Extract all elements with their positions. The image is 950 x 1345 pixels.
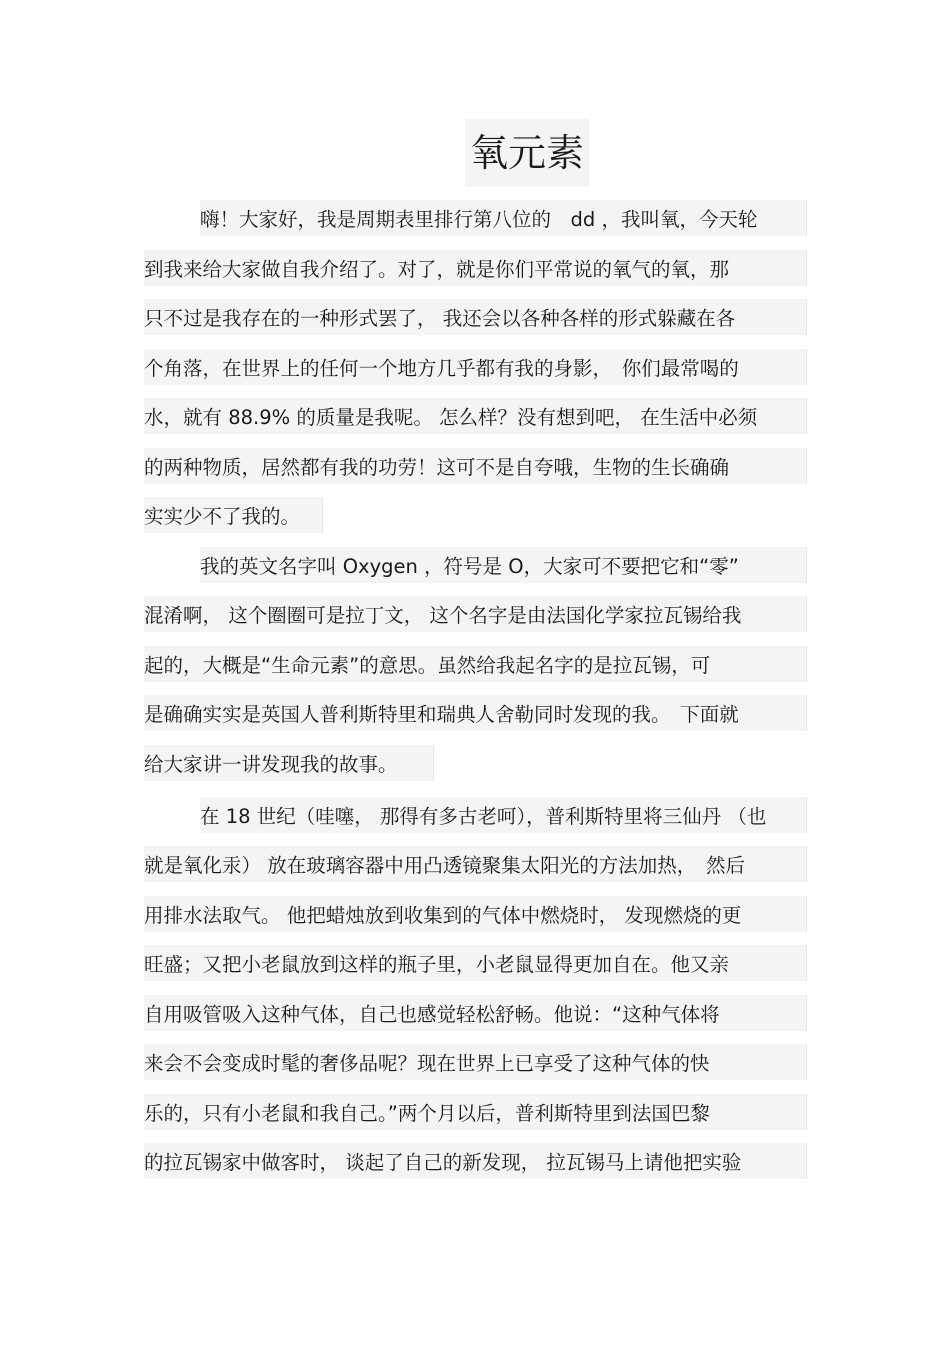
text-line: 来会不会变成时髦的奢侈品呢？现在世界上已享受了这种气体的快: [144, 1044, 807, 1080]
text-line: 实实少不了我的。: [144, 497, 323, 533]
text-line: 到我来给大家做自我介绍了。对了，就是你们平常说的氧气的氧，那: [144, 250, 807, 286]
text-line: 乐的，只有小老鼠和我自己。”两个月以后，普利斯特里到法国巴黎: [144, 1094, 807, 1130]
text-line: 个角落，在世界上的任何一个地方几乎都有我的身影， 你们最常喝的: [144, 349, 807, 385]
text-line: 混淆啊， 这个圈圈可是拉丁文， 这个名字是由法国化学家拉瓦锡给我: [144, 596, 807, 632]
text-line: 起的，大概是“生命元素”的意思。虽然给我起名字的是拉瓦锡，可: [144, 646, 807, 682]
text-line: 用排水法取气。 他把蜡烛放到收集到的气体中燃烧时， 发现燃烧的更: [144, 896, 807, 932]
text-line: 我的英文名字叫 Oxygen ，符号是 O，大家可不要把它和“零”: [200, 547, 807, 583]
text-line: 旺盛；又把小老鼠放到这样的瓶子里，小老鼠显得更加自在。他又亲: [144, 945, 807, 981]
text-line: 在 18 世纪（哇噻， 那得有多古老呵），普利斯特里将三仙丹 （也: [200, 797, 807, 833]
text-line: 的拉瓦锡家中做客时， 谈起了自己的新发现， 拉瓦锡马上请他把实验: [144, 1143, 807, 1179]
text-line: 给大家讲一讲发现我的故事。: [144, 745, 434, 781]
text-line: 嗨！大家好，我是周期表里排行第八位的 dd ，我叫氧，今天轮: [200, 200, 807, 236]
text-line: 自用吸管吸入这种气体，自己也感觉轻松舒畅。他说：“这种气体将: [144, 995, 807, 1031]
text-line: 就是氧化汞） 放在玻璃容器中用凸透镜聚集太阳光的方法加热， 然后: [144, 846, 807, 882]
text-line: 是确确实实是英国人普利斯特里和瑞典人舍勒同时发现的我。 下面就: [144, 695, 807, 731]
document-title: 氧元素: [465, 119, 589, 187]
text-line: 只不过是我存在的一种形式罢了， 我还会以各种各样的形式躲藏在各: [144, 299, 807, 335]
text-line: 水，就有 88.9% 的质量是我呢。 怎么样？没有想到吧， 在生活中必须: [144, 398, 807, 434]
text-line: 的两种物质，居然都有我的功劳！这可不是自夸哦，生物的生长确确: [144, 448, 807, 484]
